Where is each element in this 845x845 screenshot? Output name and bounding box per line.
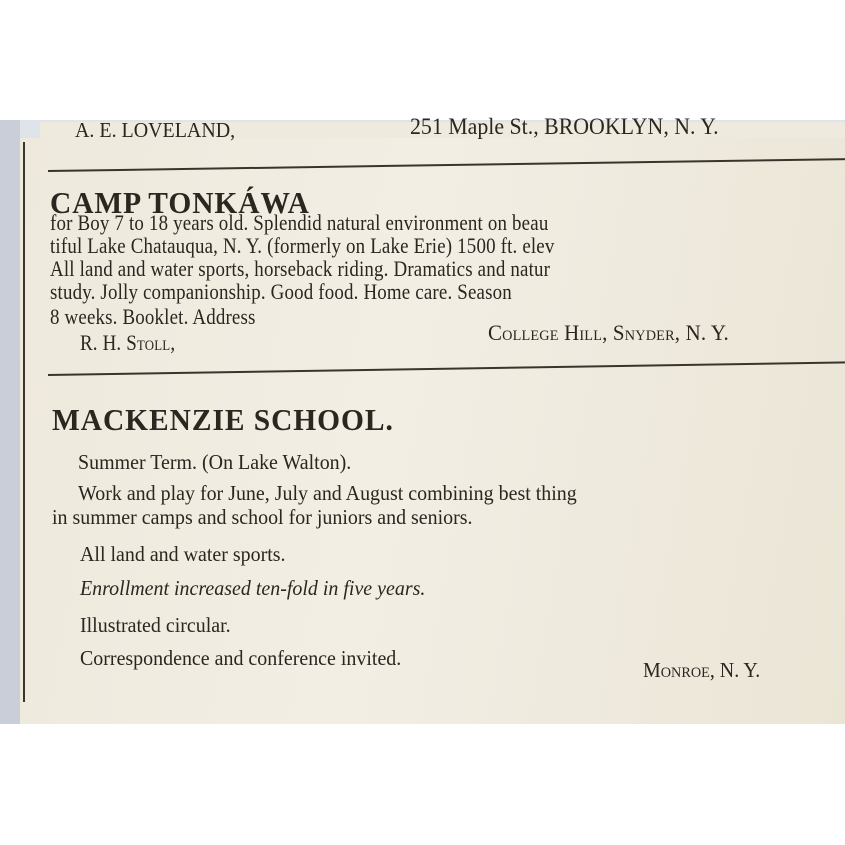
camp-tonkawa-title: CAMP TONKÁWA [50,185,310,220]
work-line-2: in summer camps and school for juniors and seniors. [52,505,473,529]
work-line-1: Work and play for June, July and August combining best thing [78,481,577,505]
correspondence-line: Correspondence and conference invited. [80,646,402,670]
scan-edge [0,120,20,724]
enrollment-line: Enrollment increased ten-fold in five years. [80,576,426,600]
camp-line: 8 weeks. Booklet. Address [50,304,256,329]
column-border [23,142,25,702]
loveland-address: 251 Maple St., BROOKLYN, N. Y. [410,114,719,139]
loveland-name: A. E. LOVELAND, [75,118,236,142]
camp-location: College Hill, Snyder, N. Y. [488,320,729,345]
mackenzie-title: MACKENZIE SCHOOL. [52,402,394,437]
summer-term: Summer Term. (On Lake Walton). [78,450,352,474]
camp-line: All land and water sports, horseback riding. Dramatics and natur [50,256,551,281]
camp-contact: R. H. Stoll, [80,330,176,355]
camp-line: study. Jolly companionship. Good food. Home care. Season [50,279,512,304]
camp-line: for Boy 7 to 18 years old. Splendid natural environment on beau [50,210,549,235]
camp-line: tiful Lake Chatauqua, N. Y. (formerly on Lake Erie) 1500 ft. elev [50,233,555,258]
mackenzie-location: Monroe, N. Y. [643,658,761,682]
sports-line: All land and water sports. [80,542,286,566]
circular-line: Illustrated circular. [80,613,231,637]
